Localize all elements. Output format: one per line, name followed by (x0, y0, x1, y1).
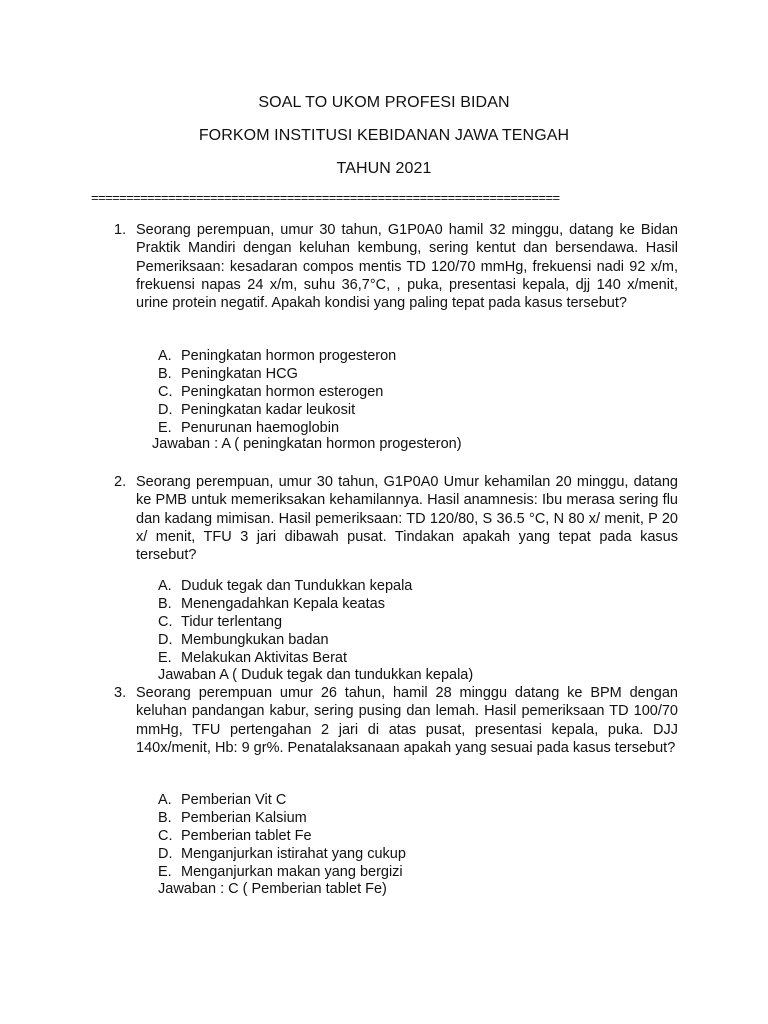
question-2-option-c: C. Tidur terlentang (158, 614, 283, 630)
question-1-answer: Jawaban : A ( peningkatan hormon progesteron) (152, 436, 462, 452)
question-2-text: Seorang perempuan, umur 30 tahun, G1P0A0 Umur kehamilan 20 minggu, datang ke PMB untuk memeriksakan kehamilannya. Hasil anamnesis: Ibu merasa sering flu dan kadang mimisan. Hasil pemeriksaan: TD 120/80, S 36.5 °C, N 80 x/ menit, P 20 x/ menit, TFU 3 jari dibawah pusat. Tindakan apakah yang tepat pada kasus tersebut? (136, 474, 678, 564)
question-2-option-b: B. Menengadahkan Kepala keatas (158, 596, 385, 612)
question-3-answer: Jawaban : C ( Pemberian tablet Fe) (158, 881, 387, 897)
question-2-options (158, 577, 412, 667)
question-3-option-a: A. Pemberian Vit C (158, 792, 287, 808)
doc-subtitle: FORKOM INSTITUSI KEBIDANAN JAWA TENGAH (198, 127, 570, 144)
question-1-options (158, 347, 396, 437)
question-1-option-b: B. Peningkatan HCG (158, 366, 298, 382)
question-3-option-b: B. Pemberian Kalsium (158, 810, 307, 826)
separator-line: =================================================================== (91, 190, 560, 205)
question-3-option-c: C. Pemberian tablet Fe (158, 828, 312, 844)
question-3-text: Seorang perempuan umur 26 tahun, hamil 28 minggu datang ke BPM dengan keluhan pandangan kabur, sering pusing dan lemah. Hasil pemeriksaan TD 100/70 mmHg, TFU pertengahan 2 jari di atas pusat, presentasi kepala, puka. DJJ 140x/menit, Hb: 9 gr%. Penatalaksanaan apakah yang sesuai pada kasus tersebut? (136, 685, 678, 756)
question-1-option-c: C. Peningkatan hormon esterogen (158, 384, 384, 400)
question-2-option-e: E. Melakukan Aktivitas Berat (158, 650, 348, 666)
question-3-option-d: D. Menganjurkan istirahat yang cukup (158, 846, 406, 862)
doc-year: TAHUN 2021 (336, 160, 432, 177)
question-2-option-a: A. Duduk tegak dan Tundukkan kepala (158, 578, 413, 594)
question-1-number: 1. (114, 222, 127, 238)
question-2-answer: Jawaban A ( Duduk tegak dan tundukkan kepala) (158, 667, 474, 683)
question-1-text: Seorang perempuan, umur 30 tahun, G1P0A0 hamil 32 minggu, datang ke Bidan Praktik Mandiri dengan keluhan kembung, sering kentut dan bersendawa. Hasil Pemeriksaan: kesadaran compos mentis TD 120/70 mmHg, frekuensi nadi 92 x/m, frekuensi napas 24 x/m, suhu 36,7°C, , puka, presentasi kepala, djj 140 x/menit, urine protein negatif. Apakah kondisi yang paling tepat pada kasus tersebut? (136, 222, 678, 312)
question-2-option-d: D. Membungkukan badan (158, 632, 329, 648)
question-1-option-e: E. Penurunan haemoglobin (158, 420, 340, 436)
question-1-option-d: D. Peningkatan kadar leukosit (158, 402, 356, 418)
question-3-number: 3. (114, 685, 127, 701)
question-3-option-e: E. Menganjurkan makan yang bergizi (158, 864, 403, 880)
doc-title: SOAL TO UKOM PROFESI BIDAN (258, 94, 510, 111)
question-2-number: 2. (114, 474, 127, 490)
question-1-option-a: A. Peningkatan hormon progesteron (158, 348, 397, 364)
question-3-options (158, 791, 406, 881)
